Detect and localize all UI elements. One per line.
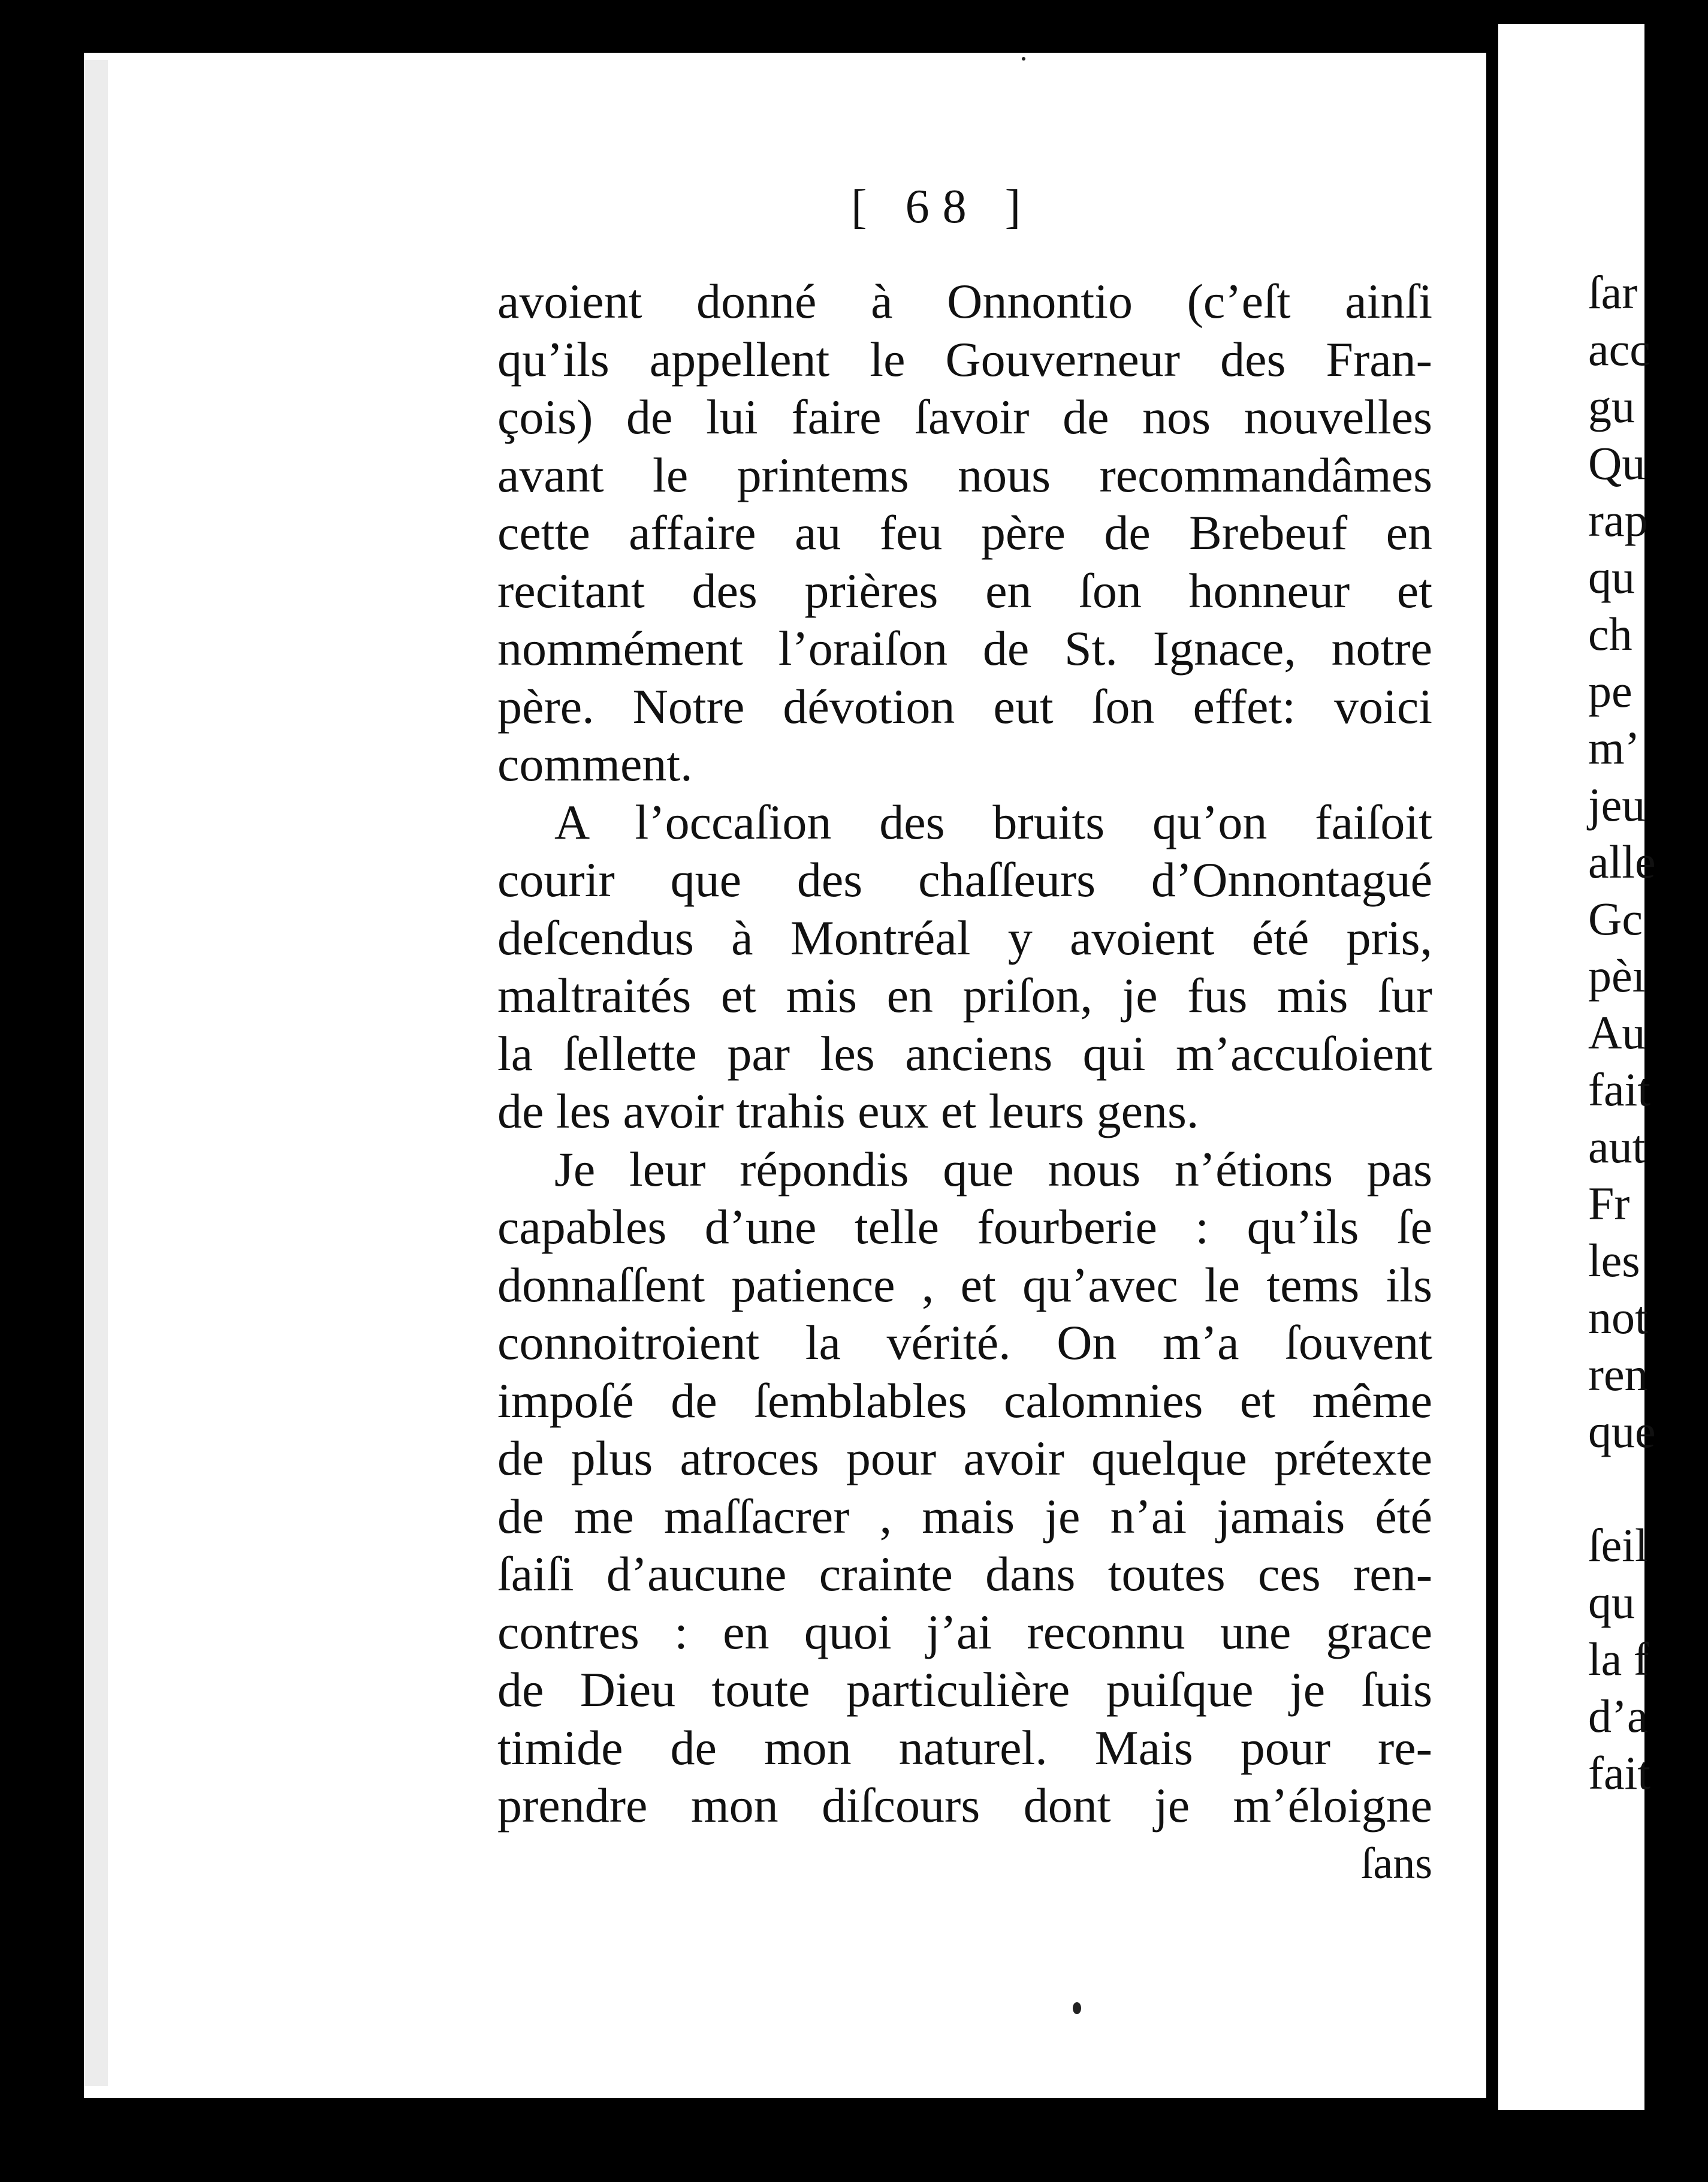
text-line: courir que des chaſſeurs d’Onnontagué [497,852,1432,907]
facing-page [1498,24,1656,2110]
text-line: de Dieu toute particulière puiſque je ſuis [497,1662,1432,1717]
facing-text-line: Gc [1588,893,1643,945]
facing-text-line: ſeil [1588,1519,1648,1571]
text-line: donnaſſent patience , et qu’avec le tems ils [497,1257,1432,1312]
text-line: prendre mon diſcours dont je m’éloigne [497,1778,1432,1833]
text-line: de les avoir trahis eux et leurs gens. [497,1084,1199,1138]
facing-text-line: les [1588,1234,1640,1286]
text-line: deſcendus à Montréal y avoient été pris, [497,910,1432,965]
facing-text-line: jeu [1588,779,1646,831]
facing-text-line: fait [1588,1063,1650,1116]
scan-speck [1022,57,1025,61]
text-line: impoſé de ſemblables calomnies et même [497,1373,1432,1428]
facing-text-line: Au [1588,1006,1646,1059]
catchword: ſans [1360,1839,1432,1888]
text-line: cette affaire au feu père de Brebeuf en [497,505,1432,560]
facing-text-line: qu [1588,551,1635,603]
facing-text-line: pèı [1588,950,1646,1002]
facing-text-line: rap [1588,494,1648,546]
book-gutter [1486,24,1498,2110]
facing-text-line: fait [1588,1747,1650,1799]
facing-text-line: la f [1588,1633,1649,1685]
facing-text-line: qu [1588,1576,1635,1628]
facing-text-line: d’a [1588,1690,1648,1742]
text-line: ſaiſi d’aucune crainte dans toutes ces ren- [497,1547,1432,1601]
text-line: qu’ils appellent le Gouverneur des Fran- [497,331,1432,387]
text-line: connoitroient la vérité. On m’a ſouvent [497,1315,1432,1370]
text-line: la ſellette par les anciens qui m’accuſoient [497,1026,1432,1081]
facing-text-line: alle [1588,836,1656,888]
facing-page-text [1588,264,1708,1801]
page-edge-shadow [84,60,108,2086]
page-text-block [497,273,1432,1892]
text-line: de plus atroces pour avoir quelque prétexte [497,1431,1432,1485]
text-line: père. Notre dévotion eut ſon effet: voici [497,679,1432,734]
text-line: timide de mon naturel. Mais pour re- [497,1720,1432,1775]
text-line: comment. [497,737,693,791]
facing-text-line: m’ [1588,722,1640,774]
text-line: çois) de lui faire ſavoir de nos nouvelles [497,390,1432,444]
text-line: maltraités et mis en priſon, je fus mis ſur [497,968,1432,1023]
text-line: avant le printems nous recommandâmes [497,447,1432,502]
facing-text-line: ch [1588,608,1632,660]
facing-text-line: que [1588,1405,1656,1457]
paragraph-first-line: Je leur répondis que nous n’étions pas [554,1141,1432,1197]
facing-text-line: ren [1588,1348,1648,1400]
facing-text-line: gu [1588,380,1635,432]
text-line: nommément l’oraiſon de St. Ignace, notre [497,621,1432,676]
scan-speck [1073,2002,1081,2014]
text-line: de me maſſacrer , mais je n’ai jamais été [497,1488,1432,1544]
facing-text-line: Qu [1588,437,1646,489]
text-line: avoient donné à Onnontio (c’eſt ainſi [497,274,1432,328]
facing-text-line: pe [1588,665,1632,717]
paragraph-first-line: A l’occaſion des bruits qu’on faiſoit [554,794,1432,849]
facing-text-line: not [1588,1291,1648,1343]
page-number: [ 68 ] [851,180,1034,233]
facing-text-line: aut [1588,1120,1646,1173]
text-line: capables d’une telle fourberie : qu’ils ſe [497,1200,1432,1254]
text-line: contres : en quoi j’ai reconnu une grace [497,1604,1432,1659]
facing-text-line: acc [1588,323,1650,375]
facing-text-line: Fr [1588,1177,1630,1229]
facing-text-line: ſar [1588,266,1638,318]
text-line: recitant des prières en ſon honneur et [497,563,1432,618]
